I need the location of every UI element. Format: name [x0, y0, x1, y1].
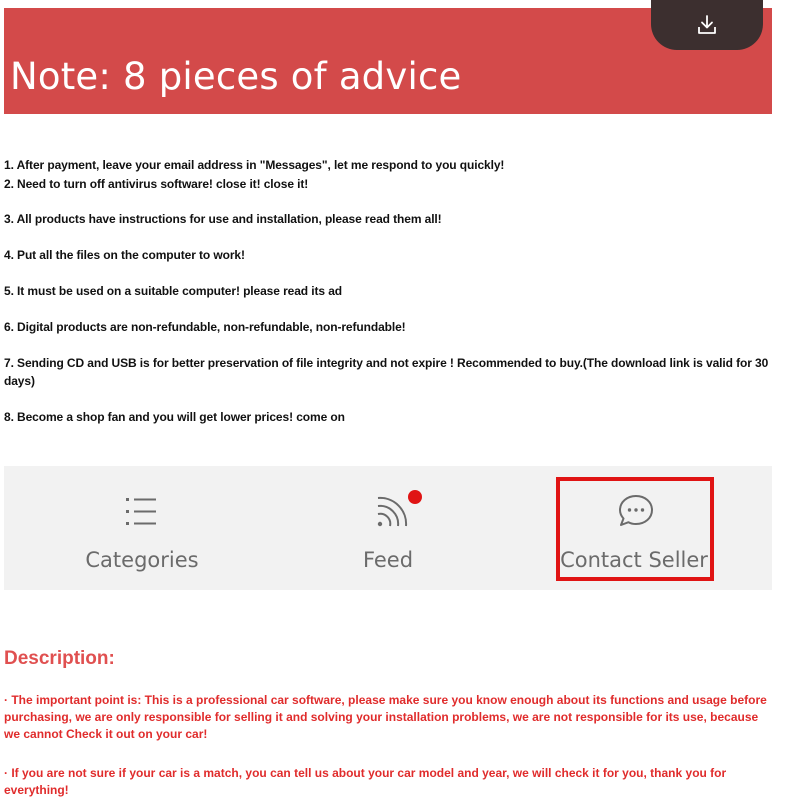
advice-item-7: 7. Sending CD and USB is for better preservation of file integrity and not expire ! Recommended to buy.(The download link is valid for 30 days)	[4, 356, 769, 388]
description-paragraph-1: · The important point is: This is a professional car software, please make sure you know enough about its functions and usage before purchasing, we are only responsible for selling it and solving your installation problems, we are not responsible for its use, because we cannot Check it out on your car!	[4, 693, 767, 741]
advice-item-3: 3. All products have instructions for use and installation, please read them all!	[4, 212, 442, 226]
nav-contact-seller-label: Contact Seller	[560, 548, 708, 572]
nav-categories-label: Categories	[85, 548, 199, 572]
description-heading: Description:	[4, 648, 115, 669]
nav-feed-label: Feed	[362, 548, 414, 572]
description-paragraph-2: · If you are not sure if your car is a match, you can tell us about your car model and year, we will check it for you, thank you for everything!	[4, 766, 727, 797]
download-icon	[695, 13, 719, 37]
advice-item-1: 1. After payment, leave your email address in "Messages", let me respond to you quickly!	[4, 158, 505, 172]
nav-categories[interactable]	[42, 466, 242, 590]
download-button[interactable]	[651, 0, 763, 50]
advice-item-2: 2. Need to turn off antivirus software! close it! close it!	[4, 177, 309, 191]
advice-item-8: 8. Become a shop fan and you will get lower prices! come on	[4, 410, 345, 424]
feed-notification-badge	[408, 490, 422, 504]
list-icon	[122, 494, 162, 530]
advice-item-6: 6. Digital products are non-refundable, non-refundable, non-refundable!	[4, 320, 406, 334]
banner-title: Note: 8 pieces of advice	[10, 55, 462, 98]
advice-item-4: 4. Put all the files on the computer to work!	[4, 248, 245, 262]
advice-item-5: 5. It must be used on a suitable computer! please read its ad	[4, 284, 342, 298]
contact-seller-highlight	[556, 477, 714, 581]
rss-icon	[371, 492, 411, 532]
nav-feed[interactable]	[288, 466, 488, 590]
